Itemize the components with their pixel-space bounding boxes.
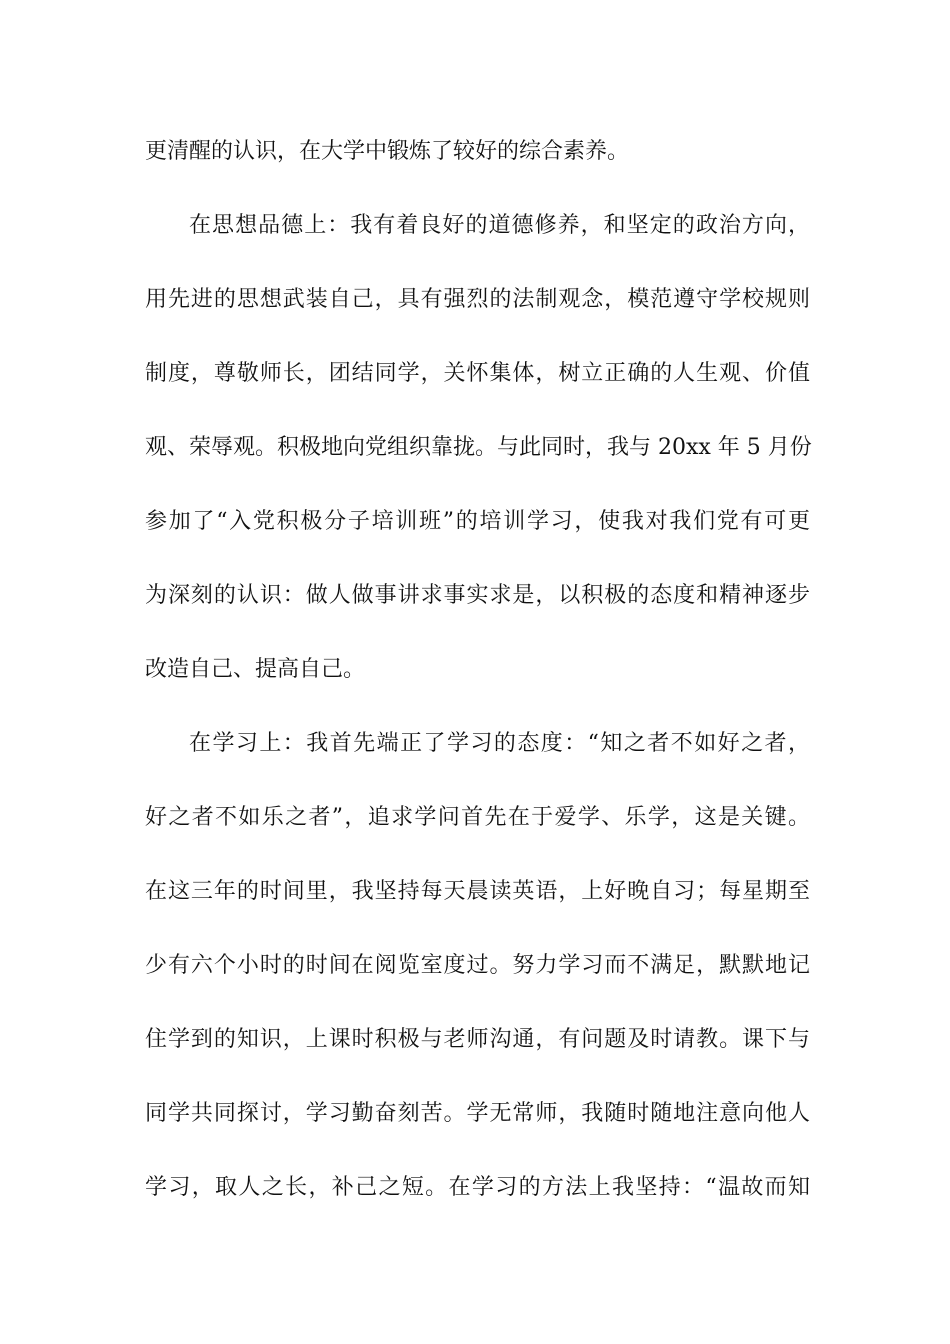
- document-body: [145, 128, 810, 1238]
- text-line: 在这三年的时间里，我坚持每天晨读英语，上好晚自习；每星期至: [145, 879, 810, 904]
- text-line: 为深刻的认识：做人做事讲求事实求是，以积极的态度和精神逐步: [145, 583, 810, 608]
- text-line: 好之者不如乐之者”，追求学问首先在于爱学、乐学，这是关键。: [145, 805, 810, 830]
- text-line: 用先进的思想武装自己，具有强烈的法制观念，模范遵守学校规则: [145, 287, 810, 312]
- text-line: 改造自己、提高自己。: [145, 657, 366, 682]
- text-line: 少有六个小时的时间在阅览室度过。努力学习而不满足，默默地记: [145, 953, 810, 978]
- text-line: 学习，取人之长，补己之短。在学习的方法上我坚持：“温故而知: [145, 1175, 810, 1200]
- text-line: 在思想品德上：我有着良好的道德修养，和坚定的政治方向，: [189, 213, 810, 238]
- text-line: 在学习上：我首先端正了学习的态度：“知之者不如好之者，: [189, 731, 810, 756]
- text-line: 观、荣辱观。积极地向党组织靠拢。与此同时，我与 20xx 年 5 月份: [145, 435, 812, 460]
- text-line: 参加了“入党积极分子培训班”的培训学习，使我对我们党有可更: [145, 509, 810, 534]
- text-line: 住学到的知识，上课时积极与老师沟通，有问题及时请教。课下与: [145, 1027, 810, 1052]
- text-line: 同学共同探讨，学习勤奋刻苦。学无常师，我随时随地注意向他人: [145, 1101, 810, 1126]
- text-line: 更清醒的认识，在大学中锻炼了较好的综合素养。: [145, 139, 630, 164]
- text-line: 制度，尊敬师长，团结同学，关怀集体，树立正确的人生观、价值: [145, 361, 810, 386]
